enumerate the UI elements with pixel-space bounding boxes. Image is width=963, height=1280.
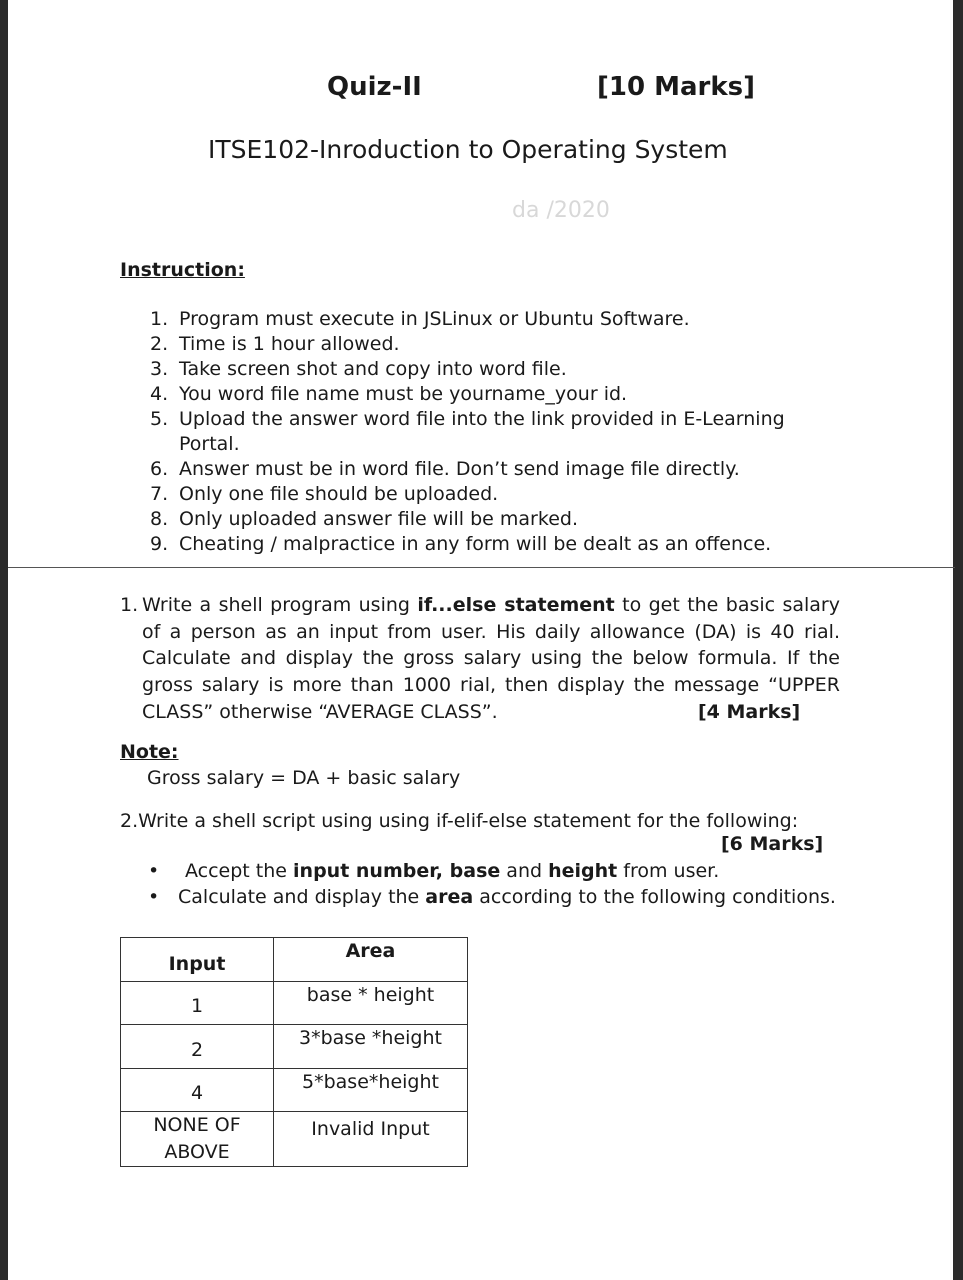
cell-area: base * height [274,982,468,1025]
cell-input: 4 [121,1069,274,1112]
cell-area: 5*base*height [274,1069,468,1112]
item-text: Upload the answer word file into the link provided in E-Learning [179,408,785,430]
instruction-item [146,407,826,457]
item-text-continued: Portal. [179,433,240,455]
cell-input-line1: NONE OF [153,1114,241,1136]
section-divider [8,567,955,568]
item-number: 1. [150,308,169,330]
cell-area: Invalid Input [274,1112,468,1167]
item-number: 9. [150,533,169,555]
bullet-item [148,884,836,910]
item-text: Answer must be in word file. Don’t send image file directly. [179,458,740,480]
course-title: ITSE102-Inroduction to Operating System [208,135,728,164]
cell-input: 1 [121,982,274,1025]
item-text: Cheating / malpractice in any form will be dealt as an offence. [179,533,772,555]
question-text-start: Write a shell program using [142,594,418,616]
note-formula: Gross salary = DA + basic salary [147,767,461,789]
question-2-marks: [6 Marks] [721,833,824,855]
instruction-item [146,532,826,557]
bullet-text: Accept the [185,860,294,882]
question-text-rest: to get the basic salary of a person as an input from user. His daily allowance (DA) is 40 rial. Calculate and display the gross salary using the below formula. If the gross salary is more than 1000 rial, then display the message “UPPER CLASS” otherwise “AVERAGE CLASS”. [142,594,840,723]
bullet-bold: input number, base [293,860,501,882]
question-2-bullets [148,858,836,910]
table-row [121,1069,468,1112]
instruction-list [146,307,826,557]
item-text: Program must execute in JSLinux or Ubuntu Software. [179,308,690,330]
item-number: 7. [150,483,169,505]
header-input: Input [121,938,274,982]
item-number: 2. [150,333,169,355]
instruction-item [146,382,826,407]
bullet-text: and [500,860,549,882]
instruction-item [146,332,826,357]
bullet-bold: area [425,886,474,908]
instruction-item [146,457,826,482]
table-row [121,1112,468,1167]
question-2-text: 2.Write a shell script using using if-elif-else statement for the following: [120,810,799,832]
bullet-text: according to the following conditions. [473,886,836,908]
bullet-bold: height [548,860,618,882]
table-header-row [121,938,468,982]
note-heading: Note: [120,741,179,763]
header-area: Area [274,938,468,982]
item-text: Only one file should be uploaded. [179,483,499,505]
faded-date: da /2020 [512,198,610,223]
instruction-item [146,507,826,532]
question-keyword: if...else statement [417,594,615,616]
document-page [8,0,953,1280]
item-number: 5. [150,408,169,430]
bullet-dot: • [148,860,160,882]
instruction-item [146,357,826,382]
instruction-item [146,482,826,507]
cell-area: 3*base *height [274,1025,468,1069]
item-text: You word file name must be yourname_your id. [179,383,628,405]
instruction-heading: Instruction: [120,259,245,281]
quiz-title: Quiz-II [327,72,422,102]
cell-input: 2 [121,1025,274,1069]
table-row [121,1025,468,1069]
item-number: 6. [150,458,169,480]
question-number: 1. [120,594,139,616]
instruction-item [146,307,826,332]
bullet-text: Calculate and display the [178,886,426,908]
item-number: 4. [150,383,169,405]
item-text: Only uploaded answer file will be marked. [179,508,578,530]
bullet-item [148,858,836,884]
item-number: 3. [150,358,169,380]
bullet-dot: • [148,886,160,908]
question-1 [120,592,840,726]
table-row [121,982,468,1025]
bullet-text: from user. [617,860,720,882]
question-1-marks: [4 Marks] [698,701,801,723]
cell-input-line2: ABOVE [164,1141,230,1163]
item-number: 8. [150,508,169,530]
cell-input [121,1112,274,1167]
area-table [120,937,468,1167]
item-text: Time is 1 hour allowed. [179,333,400,355]
total-marks: [10 Marks] [597,72,756,102]
item-text: Take screen shot and copy into word file. [179,358,567,380]
